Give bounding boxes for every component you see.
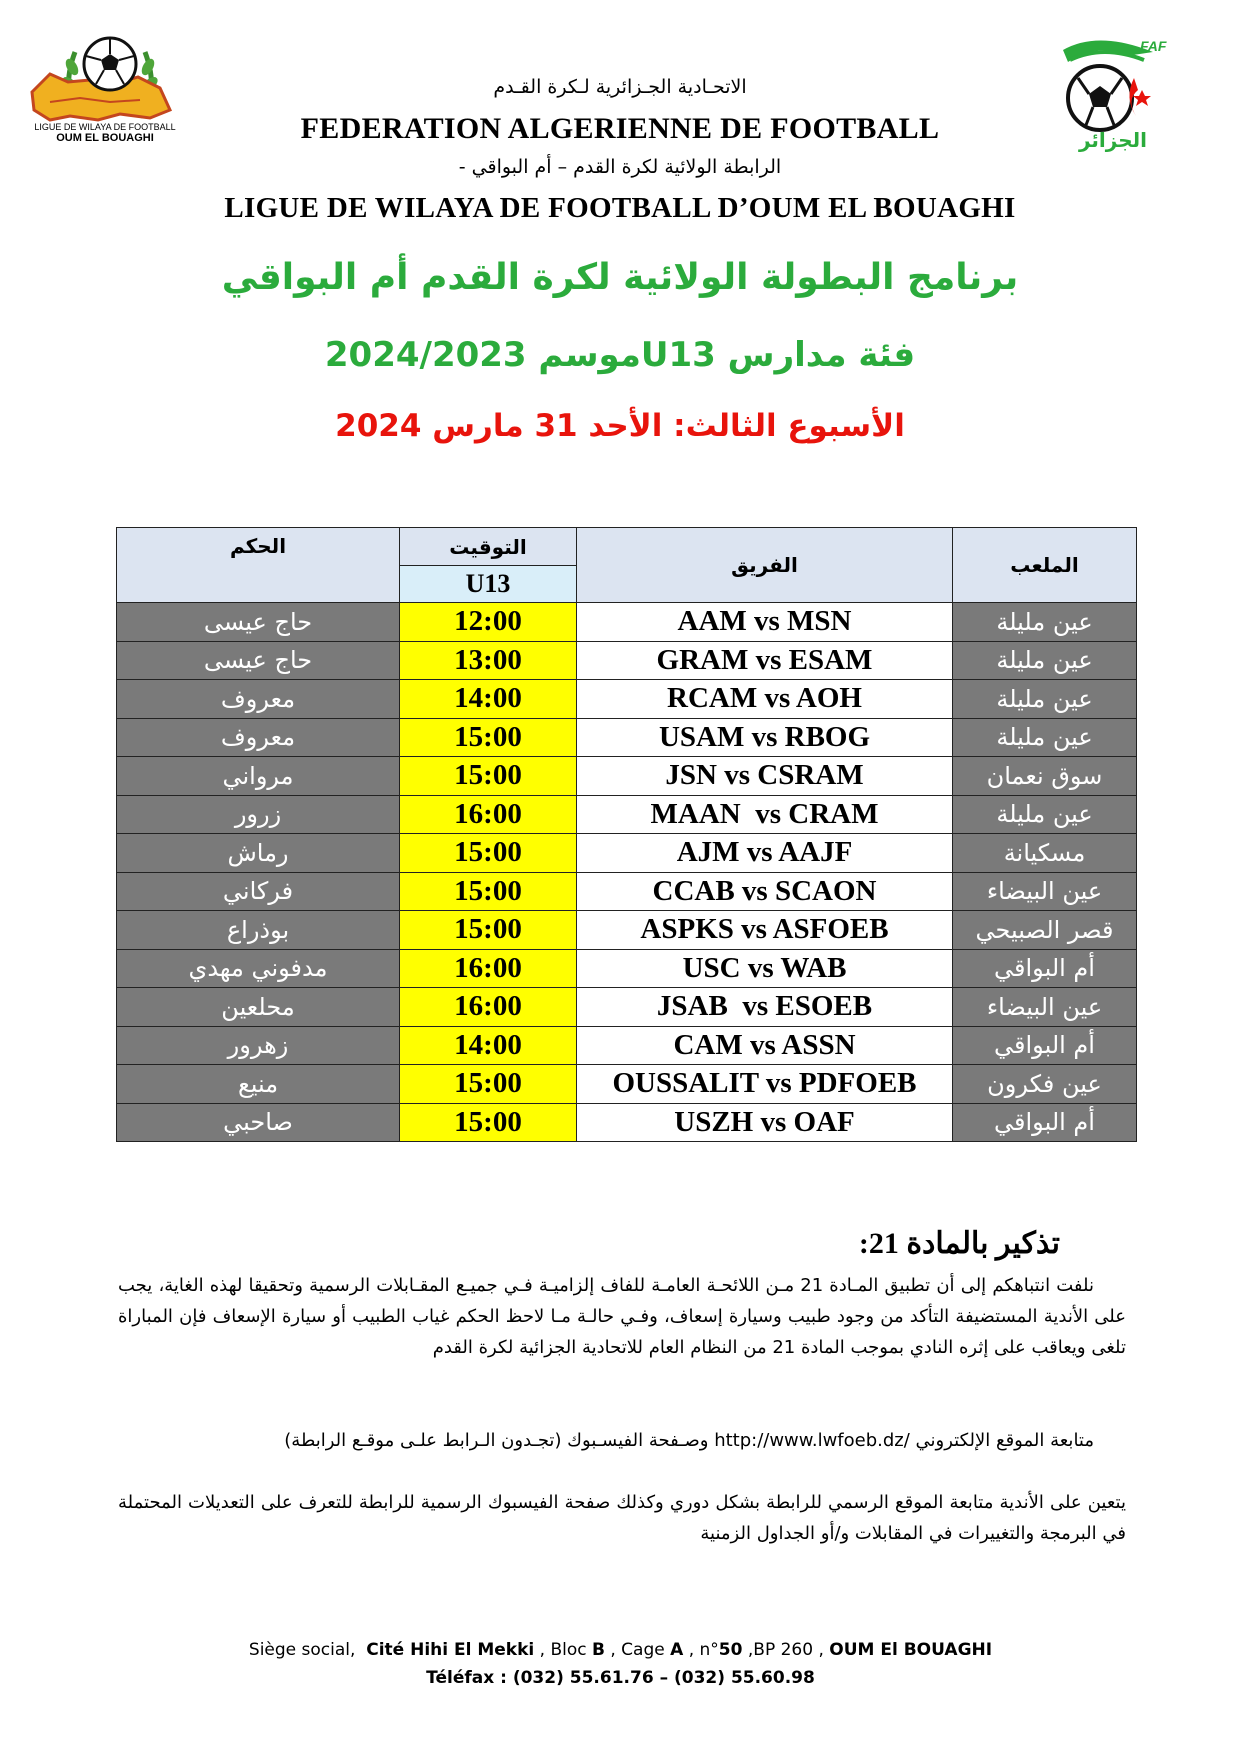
- referee-cell: معروف: [117, 718, 400, 757]
- venue-cell: مسكيانة: [953, 834, 1137, 873]
- footer-address-prefix: Siège social,: [248, 1640, 367, 1660]
- footer-address-street: Cité Hihi El Mekki: [366, 1640, 535, 1660]
- table-row: [117, 834, 1137, 873]
- venue-cell: عين البيضاء: [953, 872, 1137, 911]
- table-row: [117, 680, 1137, 719]
- referee-cell: معروف: [117, 680, 400, 719]
- ligue-logo-line1: LIGUE DE WILAYA DE FOOTBALL: [34, 122, 176, 132]
- referee-cell: فركاني: [117, 872, 400, 911]
- referee-cell: زهرور: [117, 1026, 400, 1065]
- fed-name-fr: FEDERATION ALGERIENNE DE FOOTBALL: [300, 112, 940, 145]
- referee-cell: حاج عيسى: [117, 603, 400, 642]
- match-cell: USAM vs RBOG: [577, 718, 953, 757]
- footer-address-sep2: , Cage: [604, 1640, 671, 1660]
- time-header: التوقيت: [400, 528, 577, 566]
- table-row: [117, 718, 1137, 757]
- time-cell: 15:00: [400, 757, 577, 796]
- time-cell: 15:00: [400, 834, 577, 873]
- time-cell: 14:00: [400, 1026, 577, 1065]
- time-cell: 12:00: [400, 603, 577, 642]
- venue-cell: عين فكرون: [953, 1065, 1137, 1104]
- ligue-name-fr: LIGUE DE WILAYA DE FOOTBALL D’OUM EL BOUAGHI: [224, 192, 1016, 224]
- referee-cell: بوذراع: [117, 911, 400, 950]
- table-row: [117, 872, 1137, 911]
- footer-address-cage: A: [670, 1640, 684, 1660]
- match-cell: MAAN vs CRAM: [577, 795, 953, 834]
- table-header-row: [117, 528, 1137, 566]
- footer-address-sep3: , n°: [683, 1640, 719, 1660]
- footer-address-sep1: , Bloc: [534, 1640, 592, 1660]
- footer-address-city: OUM El BOUAGHI: [829, 1640, 993, 1660]
- venue-cell: أم البواقي: [953, 949, 1137, 988]
- ligue-logo: [20, 22, 190, 162]
- table-row: [117, 1103, 1137, 1142]
- match-cell: CAM vs ASSN: [577, 1026, 953, 1065]
- time-cell: 15:00: [400, 911, 577, 950]
- referee-cell: زرور: [117, 795, 400, 834]
- time-cell: 15:00: [400, 1103, 577, 1142]
- match-cell: USZH vs OAF: [577, 1103, 953, 1142]
- ligue-name-ar: الرابطة الولائية لكرة القدم – أم البواقي -: [458, 156, 782, 178]
- footer-phone: Téléfax : (032) 55.61.76 – (032) 55.60.98: [426, 1668, 815, 1688]
- category-title: فئة مدارس U13موسم 2024/2023: [324, 335, 916, 375]
- match-cell: CCAB vs SCAON: [577, 872, 953, 911]
- table-row: [117, 757, 1137, 796]
- match-cell: ASPKS vs ASFOEB: [577, 911, 953, 950]
- referee-cell: محلعين: [117, 988, 400, 1027]
- venue-cell: عين مليلة: [953, 680, 1137, 719]
- time-cell: 13:00: [400, 641, 577, 680]
- match-cell: AJM vs AAJF: [577, 834, 953, 873]
- table-row: [117, 988, 1137, 1027]
- venue-cell: أم البواقي: [953, 1026, 1137, 1065]
- venue-cell: قصر الصبيحي: [953, 911, 1137, 950]
- table-row: [117, 795, 1137, 834]
- time-cell: 15:00: [400, 1065, 577, 1104]
- referee-cell: صاحبي: [117, 1103, 400, 1142]
- ligue-logo-line2: OUM EL BOUAGHI: [56, 132, 154, 144]
- reminder-paragraph-3: يتعين على الأندية متابعة الموقع الرسمي للرابطة بشكل دوري وكذلك صفحة الفيسبوك الرسمية للرابطة للتعرف على التعديلات المحتملة في البرمجة والتغييرات في المقابلات و/أو الجداول الزمنية: [118, 1492, 1126, 1544]
- match-cell: OUSSALIT vs PDFOEB: [577, 1065, 953, 1104]
- match-cell: RCAM vs AOH: [577, 680, 953, 719]
- reminder-paragraph-1: نلفت انتباهكم إلى أن تطبيق المـادة 21 مـن اللائحـة العامـة للفاف إلزاميـة فـي جميـع المقـابلات الرسمية وتحقيقا لهذه الغاية، يجب على الأندية المستضيفة التأكد من وجود طبيب وسيارة إسعاف، وفـي حالـة مـا لاحظ الحكم غياب الطبيب أو سيارة الإسعاف فإن المباراة تلغى ويعاقب على إثره النادي بموجب المادة 21 من النظام العام للاتحادية الجزائية لكرة القدم: [118, 1275, 1126, 1358]
- table-row: [117, 1026, 1137, 1065]
- match-cell: USC vs WAB: [577, 949, 953, 988]
- match-cell: JSN vs CSRAM: [577, 757, 953, 796]
- week-title: الأسبوع الثالث: الأحد 31 مارس 2024: [335, 408, 905, 444]
- footer-address-sep4: ,BP 260 ,: [742, 1640, 830, 1660]
- ligue-logo-text: [20, 122, 190, 144]
- referee-header: الحكم: [117, 528, 400, 603]
- venue-cell: عين البيضاء: [953, 988, 1137, 1027]
- faf-logo: [1048, 30, 1183, 160]
- time-cell: 16:00: [400, 988, 577, 1027]
- time-cell: 15:00: [400, 718, 577, 757]
- venue-header: الملعب: [953, 528, 1137, 603]
- footer-address: [0, 1640, 1241, 1660]
- table-row: [117, 1065, 1137, 1104]
- footer-address-number: 50: [718, 1640, 743, 1660]
- venue-cell: عين مليلة: [953, 718, 1137, 757]
- venue-cell: عين مليلة: [953, 603, 1137, 642]
- referee-cell: حاج عيسى: [117, 641, 400, 680]
- venue-cell: عين مليلة: [953, 795, 1137, 834]
- referee-cell: منيع: [117, 1065, 400, 1104]
- match-cell: AAM vs MSN: [577, 603, 953, 642]
- time-cell: 16:00: [400, 795, 577, 834]
- table-row: [117, 911, 1137, 950]
- time-cell: 16:00: [400, 949, 577, 988]
- team-header: الفريق: [577, 528, 953, 603]
- footer-address-bloc: B: [592, 1640, 605, 1660]
- table-row: [117, 641, 1137, 680]
- time-cell: 15:00: [400, 872, 577, 911]
- venue-cell: أم البواقي: [953, 1103, 1137, 1142]
- referee-cell: مدفوني مهدي: [117, 949, 400, 988]
- match-cell: JSAB vs ESOEB: [577, 988, 953, 1027]
- venue-cell: عين مليلة: [953, 641, 1137, 680]
- time-cell: 14:00: [400, 680, 577, 719]
- venue-cell: سوق نعمان: [953, 757, 1137, 796]
- faf-logo-text: الجزائر: [1078, 128, 1148, 152]
- reminder-title: تذكير بالمادة 21:: [858, 1227, 1060, 1260]
- schedule-table: [116, 527, 1137, 1142]
- referee-cell: رماش: [117, 834, 400, 873]
- match-cell: GRAM vs ESAM: [577, 641, 953, 680]
- fed-name-ar: الاتحـادية الجـزائرية لـكرة القـدم: [493, 76, 747, 98]
- program-title: برنامج البطولة الولائية لكرة القدم أم البواقي: [221, 257, 1019, 298]
- category-header: U13: [400, 566, 577, 603]
- table-row: [117, 603, 1137, 642]
- reminder-paragraph-2: متابعة الموقع الإلكتروني /http://www.lwfoeb.dz وصـفحة الفيسـبوك (تجـدون الـرابط علـى موقـع الرابطة): [284, 1430, 1094, 1451]
- table-row: [117, 949, 1137, 988]
- referee-cell: مرواني: [117, 757, 400, 796]
- faf-abbr: FAF: [1140, 38, 1167, 54]
